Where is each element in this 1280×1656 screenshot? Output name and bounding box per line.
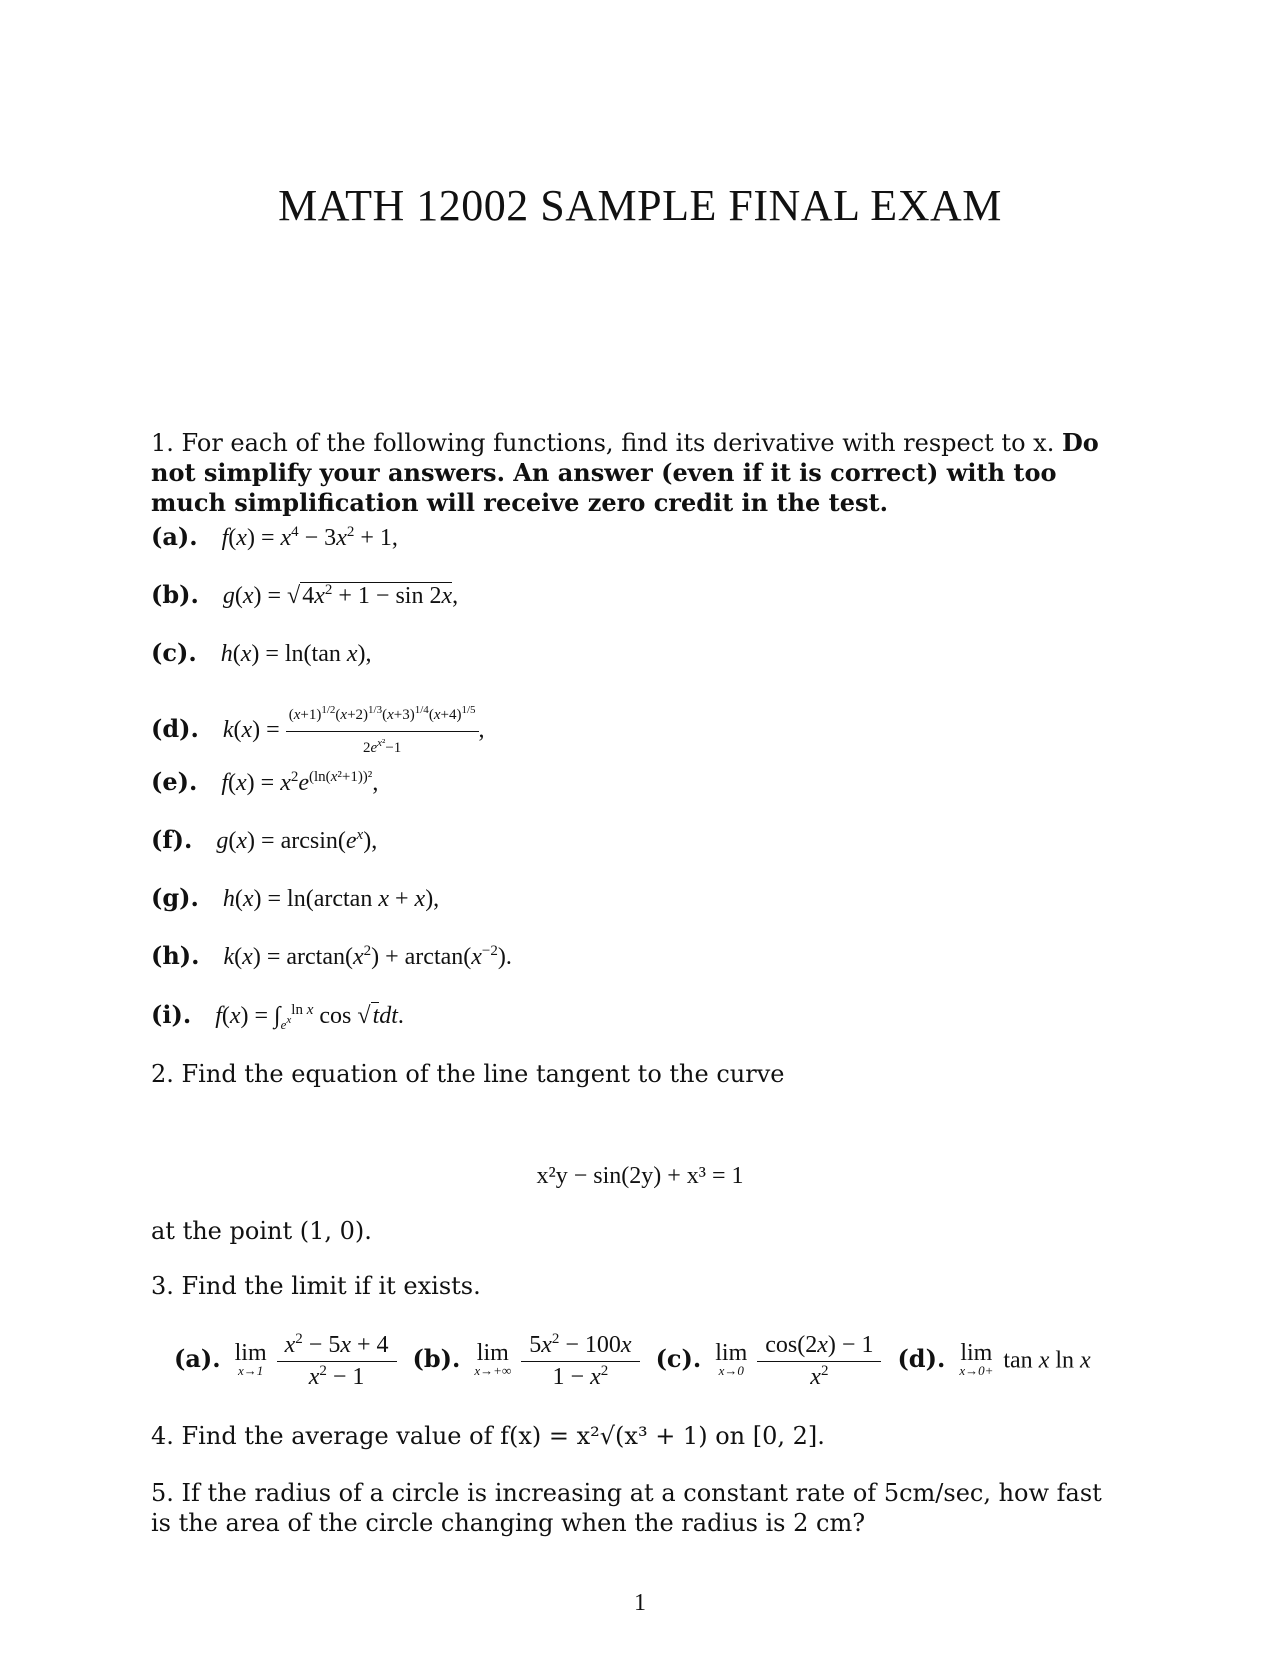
q1-label-a: (a). <box>151 522 198 551</box>
q1-label-f: (f). <box>151 825 193 854</box>
q1-part-d: (d). k(x) = $\frac{(x+1)^{1/2}(x+2)^{1/3}(x+3)^{1/4}(x+4)^{1/5}}{2e^{x^2}-1}$ , <box>151 700 485 763</box>
question-1-text <box>151 428 1111 518</box>
q1-label-d: (d). <box>151 714 199 744</box>
q3-label-c: (c). <box>655 1344 702 1374</box>
q1-part-c: (c). h(x) = ln(tan x), <box>151 638 372 667</box>
page-number: 1 <box>634 1590 646 1616</box>
limit-c: (c). lim x→0 $\frac{\cos(2x) - 1}{x^2}$ <box>656 1330 882 1393</box>
q1-part-g: (g). h(x) = ln(arctan x + x), <box>151 883 440 912</box>
question-1-note: Do not simplify your answers. An answer (even if it is correct) with too much simplification will receive zero credit in the test. <box>151 428 1099 517</box>
question-1-intro: 1. For each of the following functions, find its derivative with respect to x. <box>151 429 1055 457</box>
q1-part-f: (f). $g(x) = \arcsin(e^x)$, <box>151 825 378 854</box>
question-4-text: 4. Find the average value of f(x) = x²√(x³ + 1) on [0, 2]. <box>151 1422 825 1450</box>
question-2-point: at the point (1, 0). <box>151 1217 372 1245</box>
q1-label-c: (c). <box>151 638 197 667</box>
q1-part-e: (e). $f(x) = x^2e^{(ln(x^2+1))^2}$, <box>151 767 379 796</box>
question-5-text: 5. If the radius of a circle is increasing at a constant rate of 5cm/sec, how fast is the area of the circle changing when the radius is 2 cm? <box>151 1479 1102 1537</box>
q1-part-a: (a). $f(x) = x^4 - 3x^2 + 1$, <box>151 522 398 551</box>
q1-label-i: (i). <box>151 1000 192 1029</box>
question-3-limits <box>174 1330 1114 1393</box>
q1-part-i: (i). $f(x) = \int_{e^x}^{ln x}$ cos √tdt. <box>151 1000 404 1032</box>
question-2-intro: 2. Find the equation of the line tangent to the curve <box>151 1060 785 1088</box>
q1-label-b: (b). <box>151 580 199 609</box>
q1-part-h: (h). $k(x) = \arctan(x^2) + \arctan(x^{-2})$. <box>151 941 512 970</box>
limit-b: (b). lim x→+∞ $\frac{5x^2 - 100x}{1 - x^2}$ <box>413 1330 640 1393</box>
q3-label-a: (a). <box>174 1344 221 1374</box>
q1-label-h: (h). <box>151 941 200 970</box>
q1-label-g: (g). <box>151 883 199 912</box>
limit-d: (d). lim x→0+ tan x ln x <box>897 1339 1091 1378</box>
question-2-equation: x²y − sin(2y) + x³ = 1 <box>536 1163 744 1189</box>
question-3-intro: 3. Find the limit if it exists. <box>151 1272 481 1300</box>
q3-label-d: (d). <box>897 1344 946 1374</box>
limit-a: (a). lim x→1 $\frac{x^2 - 5x + 4}{x^2 - 1}$ <box>174 1330 397 1393</box>
q3-label-b: (b). <box>412 1344 461 1374</box>
q1-label-e: (e). <box>151 767 198 796</box>
page-title: MATH 12002 SAMPLE FINAL EXAM <box>278 181 1002 230</box>
q1-part-b: (b). $g(x) = √4x^2 + 1 - \sin 2x$, <box>151 580 459 609</box>
